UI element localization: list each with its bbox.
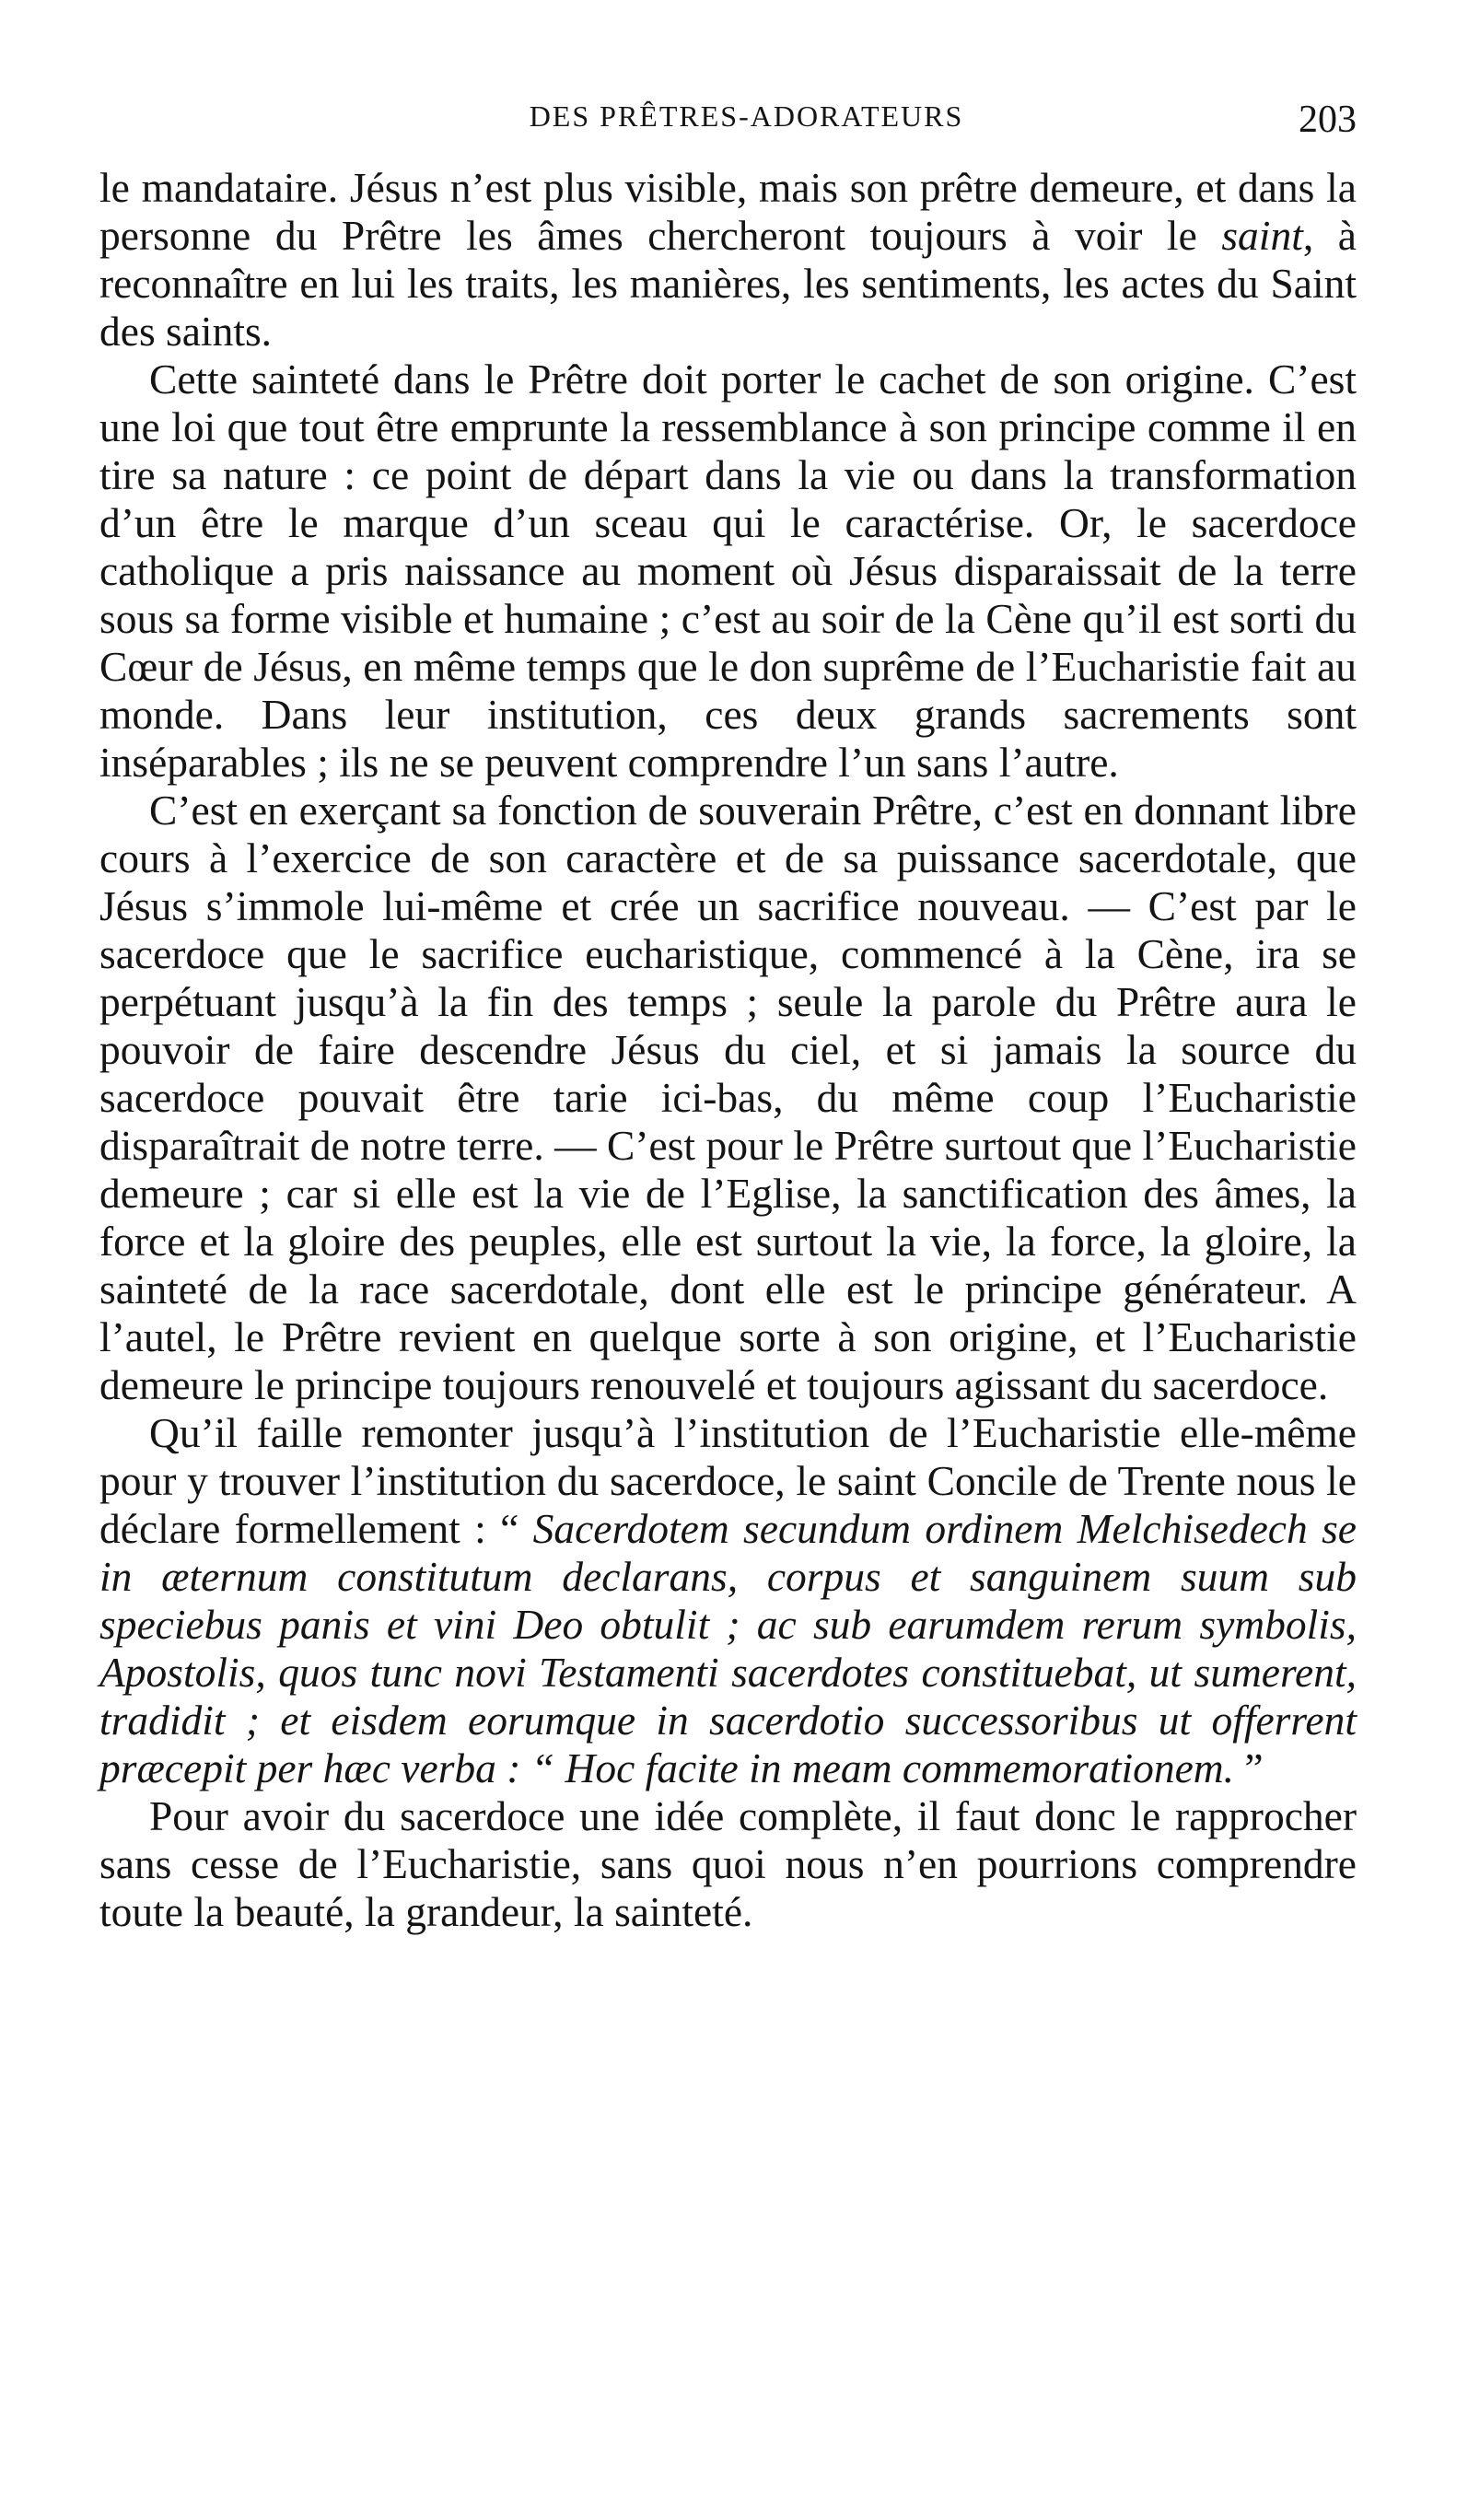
body-text [99, 164, 1357, 1936]
paragraph-1 [99, 164, 1357, 356]
paragraph-1-text-a: le mandataire. Jésus n’est plus visible, mais son prêtre demeure, et dans la personne du Prêtre les âmes chercheront toujours à voir le [99, 164, 1357, 259]
paragraph-3: C’est en exerçant sa fonction de souverain Prêtre, c’est en donnant libre cours à l’exercice de son caractère et de sa puissance sacerdotale, que Jésus s’immole lui-même et crée un sacrifice nouveau. — C’est par le sacerdoce que le sacrifice eucharistique, commencé à la Cène, ira se perpétuant jusqu’à la fin des temps ; seule la parole du Prêtre aura le pouvoir de faire descendre Jésus du ciel, et si jamais la source du sacerdoce pouvait être tarie ici-bas, du même coup l’Eucharistie disparaîtrait de notre terre. — C’est pour le Prêtre surtout que l’Eucharistie demeure ; car si elle est la vie de l’Eglise, la sanctification des âmes, la force et la gloire des peuples, elle est surtout la vie, la force, la gloire, la sainteté de la race sacerdotale, dont elle est le principe générateur. A l’autel, le Prêtre revient en quelque sorte à son origine, et l’Eucharistie demeure le principe toujours renouvelé et toujours agissant du sacerdoce. [99, 787, 1357, 1408]
latin-quotation: Sacerdotem secundum ordinem Melchisedech se in æternum constitutum declarans, corpus et sanguinem suum sub speciebus panis et vini Deo obtulit ; ac sub earumdem rerum symbolis, Apostolis, quos tunc novi Testamenti sacerdotes constituebat, ut sumerent, tradidit ; et eisdem eorumque in sacerdotio successoribus ut offerrent præcepit per hæc verba : “ Hoc facite in meam commemorationem. [99, 1505, 1357, 1791]
paragraph-4-text-b: ” [1234, 1744, 1264, 1791]
paragraph-1-emphasis: saint [1221, 212, 1303, 259]
paragraph-4 [99, 1409, 1357, 1792]
paragraph-5: Pour avoir du sacerdoce une idée complète, il faut donc le rapprocher sans cesse de l’Eucharistie, sans quoi nous n’en pourrions comprendre toute la beauté, la grandeur, la sainteté. [99, 1792, 1357, 1935]
page-number: 203 [1299, 99, 1357, 141]
paragraph-1-text-b: , à reconnaître en lui les traits, les manières, les sentiments, les actes du Saint des saints. [99, 212, 1357, 355]
running-head: DES PRÊTRES-ADORATEURS [529, 99, 964, 133]
page-header [99, 99, 1357, 155]
paragraph-4-text-a: Qu’il faille remonter jusqu’à l’institution de l’Eucharistie elle-même pour y trouver l’institution du sacerdoce, le saint Concile de Trente nous le déclare formellement : “ [99, 1409, 1357, 1552]
paragraph-2: Cette sainteté dans le Prêtre doit porter le cachet de son origine. C’est une loi que tout être emprunte la ressemblance à son principe comme il en tire sa nature : ce point de départ dans la vie ou dans la transformation d’un être le marque d’un sceau qui le caractérise. Or, le sacerdoce catholique a pris naissance au moment où Jésus disparaissait de la terre sous sa forme visible et humaine ; c’est au soir de la Cène qu’il est sorti du Cœur de Jésus, en même temps que le don suprême de l’Eucharistie fait au monde. Dans leur institution, ces deux grands sacrements sont inséparables ; ils ne se peuvent comprendre l’un sans l’autre. [99, 356, 1357, 786]
